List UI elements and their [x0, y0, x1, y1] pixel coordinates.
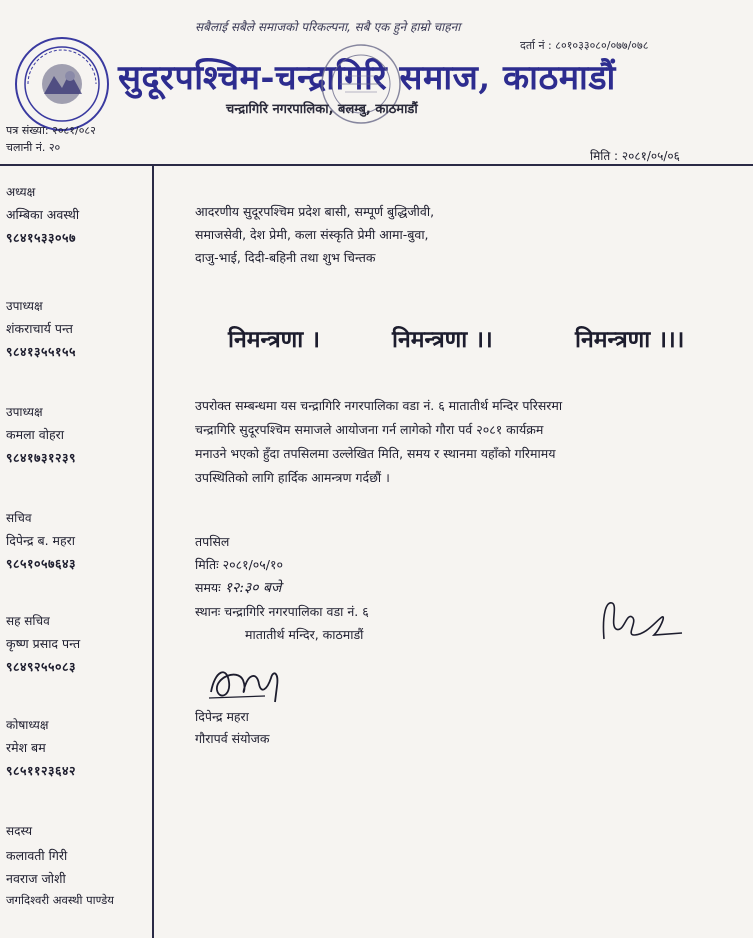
event-place: स्थानः चन्द्रागिरि नगरपालिका वडा नं. ६ [195, 604, 369, 619]
event-place-detail: मातातीर्थ मन्दिर, काठमाडौं [245, 627, 364, 642]
salutation-line: आदरणीय सुदूरपश्चिम प्रदेश बासी, सम्पूर्ण बुद्धिजीवी, [195, 204, 435, 219]
coordinator-signature-icon [205, 660, 295, 708]
member-name: नवराज जोशी [6, 871, 66, 886]
member-name: शंकराचार्य पन्त [6, 321, 73, 336]
member-role: कोषाध्यक्ष [6, 718, 49, 732]
tagline: सबैलाई सबैले समाजको परिकल्पना, सबै एक हुने हाम्रो चाहना [195, 20, 461, 34]
member-phone: ९८५१०५७६४३ [6, 556, 77, 571]
salutation-line: दाजु-भाई, दिदी-बहिनी तथा शुभ चिन्तक [195, 250, 376, 265]
letter-number: पत्र संख्या: २०८१/०८२ [6, 124, 96, 137]
signatory-name: दिपेन्द्र महरा [195, 709, 249, 724]
member-name: दिपेन्द्र ब. महरा [6, 533, 75, 548]
event-details [195, 530, 369, 646]
members-title: सदस्य [6, 824, 33, 838]
header-divider [0, 164, 753, 166]
member-vice-president-1 [6, 297, 76, 360]
member-role: उपाध्यक्ष [6, 299, 43, 313]
invitation-body [195, 394, 562, 490]
member-treasurer [6, 716, 76, 779]
organization-title: सुदूरपश्चिम-चन्द्रागिरि समाज, काठमाडौं [118, 58, 616, 98]
body-line: उपरोक्त सम्बन्धमा यस चन्द्रागिरि नगरपालिका वडा नं. ६ मातातीर्थ मन्दिर परिसरमा [195, 398, 563, 413]
member-role: उपाध्यक्ष [6, 405, 43, 419]
event-time-label: समयः [195, 580, 221, 595]
member-vice-president-2 [6, 403, 76, 466]
member-secretary [6, 509, 76, 572]
member-name: रमेश बम [6, 740, 46, 755]
salutation-line: समाजसेवी, देश प्रेमी, कला संस्कृति प्रेमी आमा-बुवा, [195, 227, 429, 242]
member-role: सचिव [6, 511, 32, 525]
letter-date: मिति : २०८१/०५/०६ [590, 149, 680, 163]
signatory-block [195, 706, 269, 750]
salutation [195, 200, 434, 269]
event-time [195, 576, 369, 600]
member-name: कृष्ण प्रसाद पन्त [6, 636, 81, 651]
event-time-value: १२:३० बजे [224, 580, 282, 596]
event-date: मितिः २०८१/०५/१० [195, 557, 283, 572]
invitation-heading-3: निमन्त्रणा ।।। [575, 327, 685, 353]
member-phone: ९८४९२५५०८३ [6, 659, 77, 674]
body-line: उपस्थितिको लागि हार्दिक आमन्त्रण गर्दछौं । [195, 470, 390, 485]
registration-number: दर्ता नं : ८०१०३३०८०/०७७/०७८ [520, 39, 649, 52]
sidebar-divider [152, 164, 154, 938]
details-heading: तपसिल [195, 534, 230, 549]
body-line: चन्द्रागिरि सुदूरपश्चिम समाजले आयोजना गर्न लागेको गौरा पर्व २०८१ कार्यक्रम [195, 422, 544, 437]
dispatch-number: चलानी नं. २० [6, 141, 61, 154]
member-phone: ९८५११२३६४२ [6, 763, 77, 778]
member-phone: ९८४१५३३०५७ [6, 230, 77, 245]
invitation-heading-1: निमन्त्रणा । [228, 327, 320, 353]
invitation-heading-2: निमन्त्रणा ।। [392, 327, 493, 353]
member-name: कलावती गिरी [6, 848, 68, 863]
member-name: जगदिश्वरी अवस्थी पाण्डेय [6, 893, 114, 907]
member-joint-secretary [6, 612, 80, 675]
member-phone: ९८४१३५५१५५ [6, 344, 77, 359]
member-president [6, 183, 79, 246]
member-role: अध्यक्ष [6, 185, 36, 199]
members-list [6, 822, 114, 908]
body-line: मनाउने भएको हुँदा तपसिलमा उल्लेखित मिति, समय र स्थानमा यहाँको गरिमामय [195, 446, 556, 461]
member-name: अम्बिका अवस्थी [6, 207, 80, 222]
secondary-signature-icon [596, 595, 686, 651]
organization-address: चन्द्रागिरि नगरपालिका, बलम्बु, काठमाडौं [226, 102, 418, 117]
member-name: कमला वोहरा [6, 427, 64, 442]
member-role: सह सचिव [6, 614, 50, 628]
organization-seal-icon [14, 36, 110, 132]
member-phone: ९८४१७३१२३९ [6, 450, 77, 465]
signatory-designation: गौरापर्व संयोजक [195, 731, 270, 746]
